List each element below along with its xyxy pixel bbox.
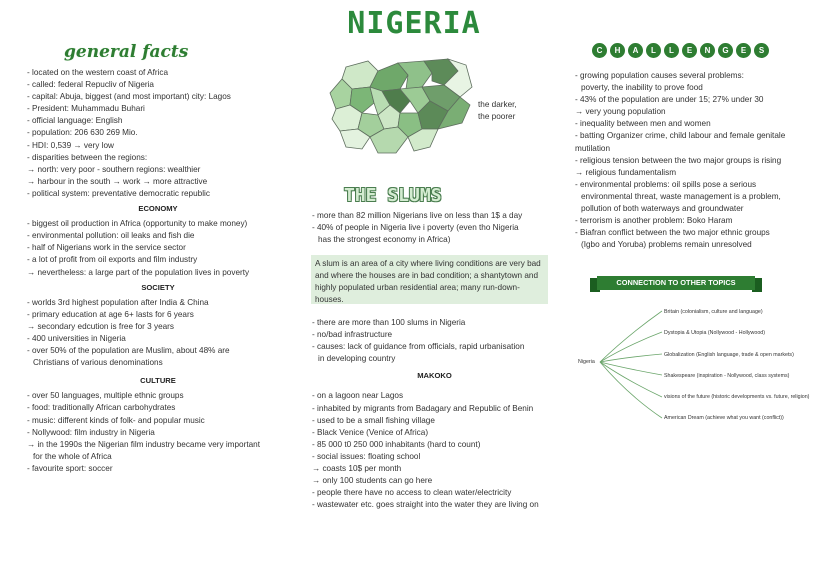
connection-topic: Globalization (English language, trade & open markets) — [664, 352, 794, 358]
list-item: - environmental pollution: oil leaks and fish die — [27, 231, 195, 241]
heading-letter: L — [664, 43, 679, 58]
connections-lines — [598, 305, 668, 425]
list-item: - used to be a small fishing village — [312, 415, 435, 425]
list-item: - half of Nigerians work in the service sector — [27, 243, 186, 253]
connection-topic: Dystopia & Utopia (Nollywood - Hollywood) — [664, 330, 765, 336]
list-item: for the whole of Africa — [33, 451, 112, 461]
map-note-line: the poorer — [478, 112, 516, 122]
list-item: - environmental problems: oil spills pose a serious — [575, 179, 757, 189]
culture-list — [27, 390, 289, 475]
list-item: - worlds 3rd highest population after India & China — [27, 297, 209, 307]
list-item: - batting Organizer crime, child labour and female genitale — [575, 131, 786, 141]
list-item: - terrorism is another problem: Boko Haram — [575, 216, 733, 226]
list-item: - President: Muhammadu Buhari — [27, 104, 145, 114]
list-item: - music: different kinds of folk- and popular music — [27, 415, 205, 425]
list-item: → only 100 students can go here — [312, 476, 433, 486]
list-item: - people there have no access to clean water/electricity — [312, 488, 512, 498]
challenges-heading — [592, 43, 769, 58]
slums-list — [312, 210, 557, 246]
list-item: - located on the western coast of Africa — [27, 68, 169, 77]
list-item: - Nollywood: film industry in Nigeria — [27, 427, 155, 437]
list-item: → secondary edcution is free for 3 years — [27, 321, 174, 331]
list-item: - population: 206 630 269 Mio. — [27, 128, 138, 138]
heading-letter: S — [754, 43, 769, 58]
list-item: - causes: lack of guidance from officials, rapid urbanisation — [312, 342, 525, 352]
list-item: - political system: preventative democratic republic — [27, 188, 210, 198]
list-item: - capital: Abuja, biggest (and most important) city: Lagos — [27, 92, 231, 102]
list-item: pollution of both waterways and groundwater — [581, 204, 744, 214]
connector-line — [600, 362, 662, 397]
list-item: - growing population causes several problems: — [575, 71, 744, 80]
slum-definition-box: A slum is an area of a city where living conditions are very bad and where the houses are in bad condition; a shantytown and highly populated urban residential area; many run-down-houses. — [311, 255, 548, 304]
list-item: → nevertheless: a large part of the population lives in poverty — [27, 267, 250, 277]
heading-letter: G — [718, 43, 733, 58]
heading-letter: N — [700, 43, 715, 58]
list-item: - disparities between the regions: — [27, 152, 148, 162]
connections-heading: CONNECTION TO OTHER TOPICS — [597, 276, 755, 290]
general-facts-list — [27, 67, 289, 200]
economy-list — [27, 218, 289, 278]
list-item: - primary education at age 6+ lasts for 6 years — [27, 309, 194, 319]
list-item: - inhabited by migrants from Badagary and Republic of Benin — [312, 403, 534, 413]
list-item: - HDI: 0,539 → very low — [27, 140, 114, 150]
list-item: → harbour in the south → work → more attractive — [27, 176, 208, 186]
makoko-heading: MAKOKO — [417, 371, 452, 381]
list-item: - food: traditionally African carbohydrates — [27, 403, 176, 413]
connector-line — [600, 362, 662, 418]
heading-letter: A — [628, 43, 643, 58]
list-item: - inequality between men and women — [575, 119, 711, 129]
connector-line — [600, 354, 662, 362]
list-item: - biggest oil production in Africa (opportunity to make money) — [27, 219, 248, 229]
list-item: - official language: English — [27, 116, 123, 126]
list-item: poverty, the inability to prove food — [581, 83, 703, 93]
list-item: → north: very poor - southern regions: wealthier — [27, 164, 201, 174]
list-item: - religious tension between the two major groups is rising — [575, 155, 782, 165]
culture-heading: CULTURE — [140, 376, 176, 386]
connection-topic: American Dream (achieve what you want (conflict)) — [664, 415, 784, 421]
nigeria-map — [326, 57, 476, 161]
list-item: - 43% of the population are under 15; 27% under 30 — [575, 95, 764, 105]
challenges-list — [575, 70, 820, 251]
left-column — [27, 67, 289, 475]
list-item: - called: federal Repucliv of Nigeria — [27, 80, 154, 90]
list-item: - Biafran conflict between the two major ethnic groups — [575, 228, 770, 238]
heading-letter: L — [646, 43, 661, 58]
list-item: Christians of various denominations — [33, 358, 163, 368]
connection-topic: Britain (colonialism, culture and language) — [664, 309, 763, 315]
heading-letter: C — [592, 43, 607, 58]
list-item: → very young population — [575, 107, 666, 117]
general-facts-heading: general facts — [64, 42, 189, 62]
list-item: - there are more than 100 slums in Nigeria — [312, 318, 466, 327]
list-item: mutilation — [575, 143, 611, 153]
list-item: - over 50 languages, multiple ethnic groups — [27, 391, 184, 401]
list-item: → coasts 10$ per month — [312, 464, 402, 474]
list-item: - social issues: floating school — [312, 451, 421, 461]
list-item: - Black Venice (Venice of Africa) — [312, 427, 429, 437]
society-heading: SOCIETY — [141, 282, 175, 292]
slums-list-2 — [312, 317, 557, 511]
connector-line — [600, 311, 662, 362]
list-item: - 40% of people in Nigeria live i poverty (even tho Nigeria — [312, 223, 519, 233]
list-item: - wastewater etc. goes straight into the water they are living on — [312, 500, 539, 510]
list-item: - over 50% of the population are Muslim, about 48% are — [27, 346, 230, 356]
heading-letter: E — [736, 43, 751, 58]
list-item: - favourite sport: soccer — [27, 463, 113, 473]
page-title: NIGERIA — [347, 6, 481, 41]
slums-heading: THE SLUMS — [344, 185, 442, 206]
heading-letter: E — [682, 43, 697, 58]
list-item: → in the 1990s the Nigerian film industry became very important — [27, 439, 260, 449]
connection-topic: visions of the future (historic developments vs. future, religion) — [664, 394, 810, 400]
economy-heading: ECONOMY — [138, 204, 178, 214]
map-note-line: the darker, — [478, 100, 517, 109]
list-item: - no/bad infrastructure — [312, 330, 393, 340]
list-item: - on a lagoon near Lagos — [312, 391, 404, 401]
list-item: in developing country — [318, 354, 396, 364]
list-item: has the strongest economy in Africa) — [318, 235, 451, 245]
connections-root: Nigeria — [578, 359, 595, 365]
list-item: environmental threat, waste management is a problem, — [581, 191, 781, 201]
list-item: (Igbo and Yoruba) problems remain unresolved — [581, 240, 752, 250]
map-note — [478, 99, 517, 124]
list-item: - more than 82 million Nigerians live on less than 1$ a day — [312, 211, 523, 220]
society-list — [27, 297, 289, 370]
list-item: - 400 universities in Nigeria — [27, 333, 126, 343]
connection-topic: Shakespeare (inspiration - Nollywood, class systems) — [664, 373, 790, 379]
list-item: - 85 000 t0 250 000 inhabitants (hard to count) — [312, 439, 481, 449]
list-item: - a lot of profit from oil exports and film industry — [27, 255, 198, 265]
heading-letter: H — [610, 43, 625, 58]
list-item: → religious fundamentalism — [575, 167, 677, 177]
